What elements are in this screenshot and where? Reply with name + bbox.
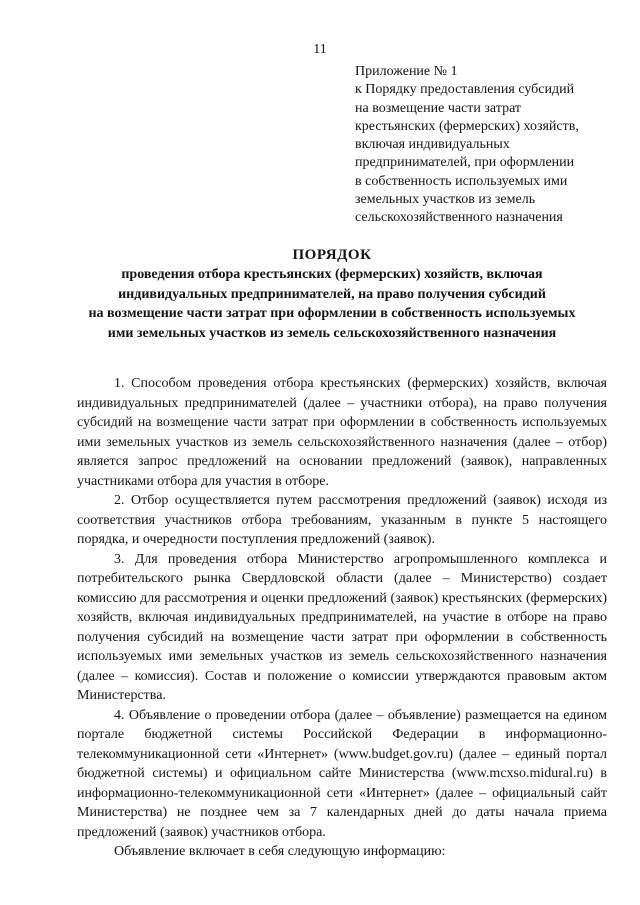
appendix-note	[355, 63, 625, 228]
appendix-line: земельных участков из земель	[355, 192, 536, 208]
appendix-line: Приложение № 1	[355, 64, 458, 79]
appendix-line: в собственность используемых ими	[355, 173, 568, 189]
appendix-line: включая индивидуальных	[355, 137, 510, 153]
title-subtitle-line: проведения отбора крестьянских (фермерских) хозяйств, включая	[121, 267, 543, 282]
paragraph-3: 3. Для проведения отбора Министерство агропромышленного комплекса и потребительского рынка Свердловской области (далее – Министерство) создает комиссию для рассмотрения и оценки предложений (заявок) крестьянских (фермерских) хозяйств, включая индивидуальных предпринимателей, на участие в отборе на право получения субсидий на возмещение части затрат при оформлении в собственность используемых ими земельных участков из земель сельскохозяйственного назначения (далее – комиссия). Состав и положение о комиссии утверждаются правовым актом Министерства.	[77, 551, 607, 703]
title-main: ПОРЯДОК	[292, 247, 372, 263]
title-subtitle-line: ими земельных участков из земель сельскохозяйственного назначения	[107, 325, 557, 341]
paragraph-4: 4. Объявление о проведении отбора (далее – объявление) размещается на едином портале бюджетной системы Российской Федерации в информационно-телекоммуникационной сети «Интернет» (www.budget.gov.ru) (далее – единый портал бюджетной системы) и официальном сайте Министерства (www.mcxso.midural.ru) в информационно-телекоммуникационной сети «Интернет» (далее – официальный сайт Министерства) не позднее чем за 7 календарных дней до даты начала приема предложений (заявок) участников отбора.	[77, 707, 607, 840]
document-body	[77, 374, 607, 862]
appendix-line: крестьянских (фермерских) хозяйств,	[355, 118, 579, 134]
appendix-line: сельскохозяйственного назначения	[355, 210, 563, 226]
paragraph-5: Объявление включает в себя следующую информацию:	[114, 844, 446, 859]
appendix-line: к Порядку предоставления субсидий	[355, 82, 575, 98]
document-title	[0, 245, 640, 343]
page-number: 11	[313, 42, 327, 57]
paragraph-1: 1. Способом проведения отбора крестьянских (фермерских) хозяйств, включая индивидуальных предпринимателей (далее – участники отбора), на право получения субсидий на возмещение части затрат при оформлении в собственность используемых ими земельных участков из земель сельскохозяйственного назначения (далее – отбор) является запрос предложений на основании предложений (заявок), направленных участниками отбора для участия в отборе.	[77, 376, 607, 489]
title-subtitle-line: индивидуальных предпринимателей, на право получения субсидий	[118, 286, 546, 302]
appendix-line: предпринимателей, при оформлении	[355, 155, 575, 171]
paragraph-2: 2. Отбор осуществляется путем рассмотрения предложений (заявок) исходя из соответствия участников отбора требованиям, указанным в пункте 5 настоящего порядка, и очередности поступления предложений (заявок).	[77, 493, 607, 547]
appendix-line: на возмещение части затрат	[355, 100, 522, 116]
title-subtitle-line: на возмещение части затрат при оформлении в собственность используемых	[88, 306, 576, 321]
